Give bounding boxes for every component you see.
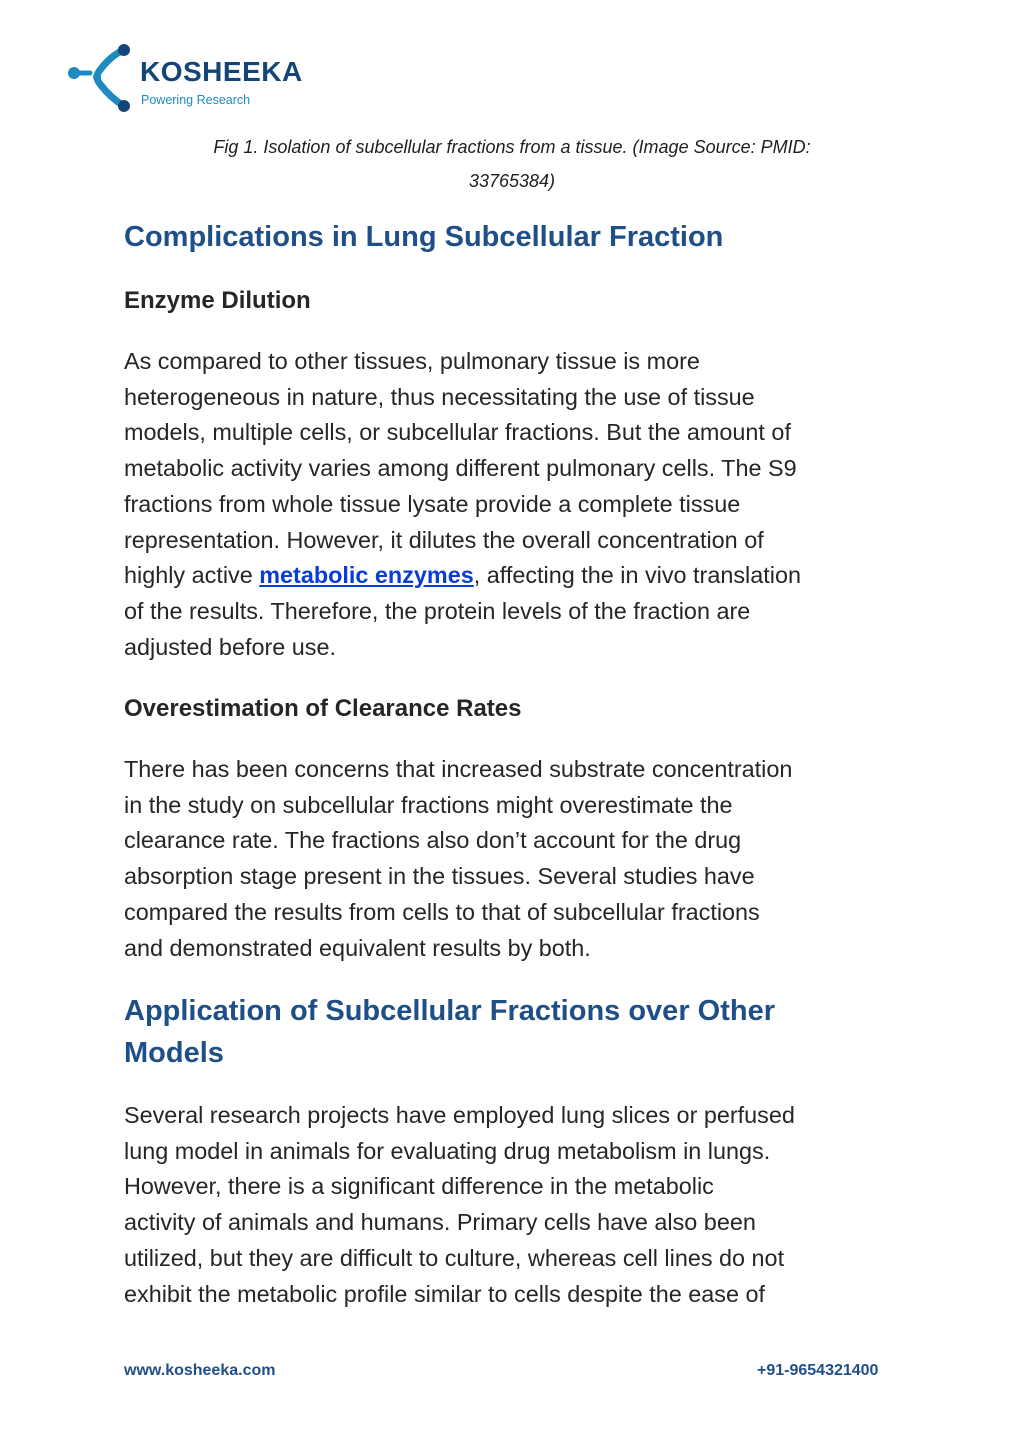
- paragraph-line: lung model in animals for evaluating drug metabolism in lungs.: [124, 1137, 771, 1164]
- footer-website[interactable]: www.kosheeka.com: [124, 1362, 276, 1379]
- paragraph-line: and demonstrated equivalent results by both.: [124, 934, 591, 961]
- paragraph-line: adjusted before use.: [124, 633, 336, 660]
- paragraph-line: of the results. Therefore, the protein levels of the fraction are: [124, 597, 751, 624]
- paragraph-line: fractions from whole tissue lysate provide a complete tissue: [124, 490, 741, 517]
- paragraph-enzyme-dilution: [124, 344, 900, 665]
- paragraph-line: models, multiple cells, or subcellular fractions. But the amount of: [124, 419, 791, 446]
- paragraph-line: exhibit the metabolic profile similar to cells despite the ease of: [124, 1280, 765, 1307]
- heading-line: Application of Subcellular Fractions over Other: [124, 995, 775, 1027]
- paragraph-line-with-link: [124, 558, 900, 594]
- paragraph-application: [124, 1098, 900, 1312]
- paragraph-clearance-rates: [124, 752, 900, 966]
- heading-line: Models: [124, 1037, 224, 1069]
- paragraph-line: metabolic activity varies among different pulmonary cells. The S9: [124, 455, 797, 482]
- paragraph-line: clearance rate. The fractions also don’t account for the drug: [124, 827, 742, 854]
- paragraph-line: activity of animals and humans. Primary cells have also been: [124, 1209, 756, 1236]
- caption-line: Fig 1. Isolation of subcellular fractions from a tissue. (Image Source: PMID:: [213, 137, 811, 157]
- paragraph-line: heterogeneous in nature, thus necessitating the use of tissue: [124, 383, 755, 410]
- link-prefix: highly active: [124, 562, 260, 589]
- paragraph-line: representation. However, it dilutes the overall concentration of: [124, 526, 764, 553]
- paragraph-line: compared the results from cells to that of subcellular fractions: [124, 898, 760, 925]
- logo-wordmark: KOSHEEKA: [140, 56, 303, 87]
- caption-line: 33765384): [468, 171, 556, 191]
- link-suffix: , affecting the in vivo translation: [473, 562, 801, 589]
- footer-phone[interactable]: +91-9654321400: [757, 1362, 879, 1379]
- paragraph-line: absorption stage present in the tissues. Several studies have: [124, 863, 755, 890]
- paragraph-line: There has been concerns that increased substrate concentration: [124, 756, 793, 782]
- paragraph-line: utilized, but they are difficult to culture, whereas cell lines do not: [124, 1244, 785, 1271]
- figure-caption: [124, 130, 900, 198]
- paragraph-line: Several research projects have employed lung slices or perfused: [124, 1102, 795, 1128]
- section-heading-complications: Complications in Lung Subcellular Fraction: [124, 221, 724, 253]
- subheading-clearance-rates: Overestimation of Clearance Rates: [124, 695, 522, 722]
- molecule-logo-icon: [66, 42, 146, 114]
- subheading-enzyme-dilution: Enzyme Dilution: [124, 287, 311, 314]
- section-heading-application: [124, 990, 900, 1074]
- metabolic-enzymes-link[interactable]: metabolic enzymes: [259, 562, 474, 589]
- kosheeka-logo: [66, 42, 356, 114]
- logo-tagline: Powering Research: [141, 93, 251, 107]
- paragraph-line: As compared to other tissues, pulmonary tissue is more: [124, 348, 700, 374]
- paragraph-line: in the study on subcellular fractions might overestimate the: [124, 791, 733, 818]
- paragraph-line: However, there is a significant difference in the metabolic: [124, 1173, 714, 1200]
